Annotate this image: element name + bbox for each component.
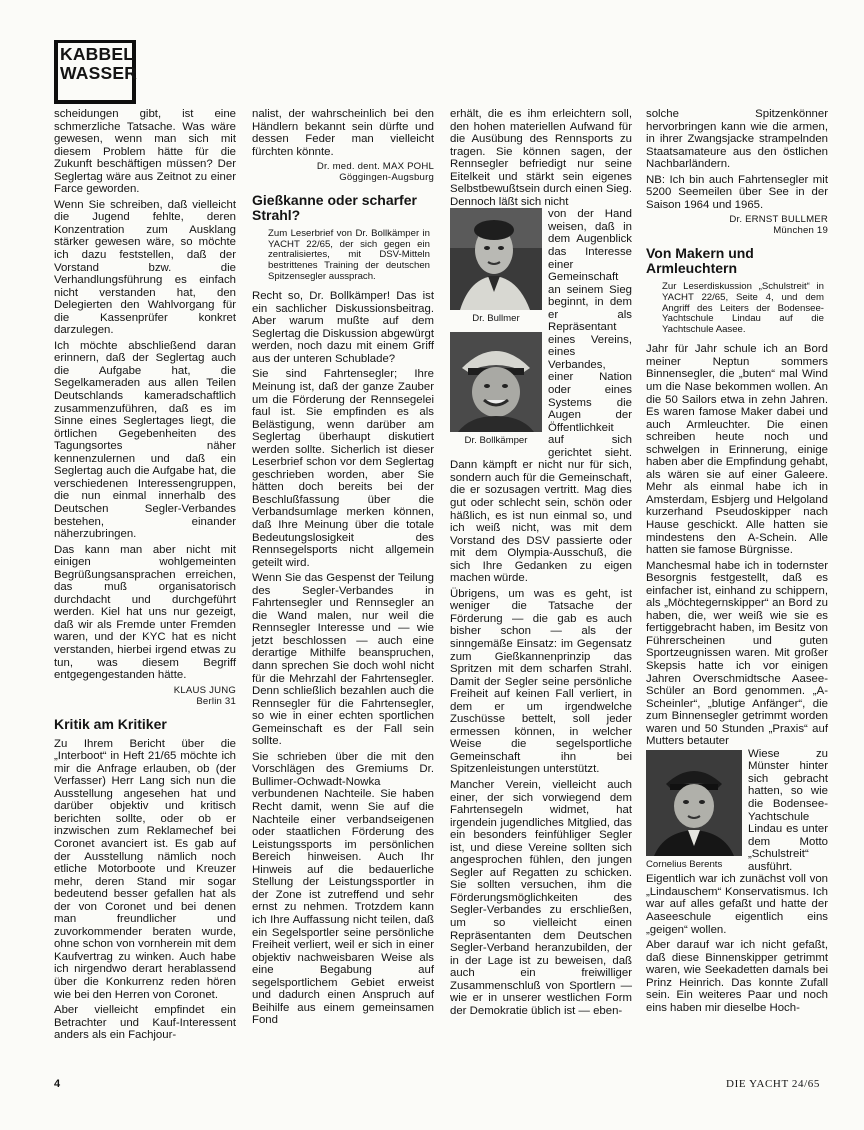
photo-group-berents <box>646 750 742 870</box>
heading-von-makern: Von Makern und Armleuchtern <box>646 245 754 277</box>
signature-place: München 19 <box>773 225 828 237</box>
signature-jung <box>54 685 236 707</box>
paragraph: Aber darauf war ich nicht gefaßt, daß diese Binnenskipper getrimmt waren, wie Seekadetten damals bei Prinz Heinrich. Das konnte Zufall sein. Ein weiteres Paar und noch eins haben mir dieselbe Hoch- <box>646 939 828 1014</box>
paragraph: Sie schrieben über die mit den Vorschlägen des Gremiums Dr. Bullimer-Ochwadt-Nowka verbundenen Nachteile. Sie haben Recht damit, wenn Sie auf die Nachteile einer verbandseigenen oder staatlichen Förderung des Leistungssports im persönlichen Bereich hinweisen. Auch Ihr Hinweis auf die bedauerliche Stellung der Leistungssportler in der Zone ist zutreffend und sehr ernst zu nehmen. Trotzdem kann ich Ihre Auffassung nicht teilen, daß ein Segelsportler seine persönliche Freiheit verliert, weil er sich in einer objektiv nachweisbaren Weise als eine Begabung auf segelsportlichem Gebiet erweist und dadurch einen Anspruch auf Beihilfe aus einem gemeinsamen Fond <box>252 750 434 1027</box>
paragraph: von der Hand weisen, daß in dem Augenblick das Interesse einer Gemeinschaft an seinem Sieg beginnt, in dem er als Repräsentant eines Vereins, eines Verbandes, einer Nation oder eines Systems die Augen der Öffentlichkeit auf sich gerichtet sieht. Dann kämpft er nicht nur für sich, sondern auch für die Gemeinschaft, die er sozusagen vertritt. Mag dies gut oder schlecht sein, schön oder häßlich, es ist nun einmal so, und ich weiß nicht, was mit dem Vorstand des DSV passierte oder mit dem Olympia-Ausschuß, die sich Ihre Gedanken zu eigen machen würde. <box>450 208 632 585</box>
caption-berents: Cornelius Berents <box>646 858 723 870</box>
paragraph: Jahr für Jahr schule ich an Bord meiner Neptun sommers Binnensegler, die „buten“ mal Wind um die Nase bekommen wollen. An die 50 Sailors etwa in zehn Jahren. Es waren famose Maker dabei und auch Armleuchter. Die einen schreiben heute noch und schwelgen in Erinnerung, einige haben aber die Empfindung gehabt, als wären sie auf einer Galeere. Mehr als einmal habe ich in Amsterdam, Esbjerg und Helgoland kurzerhand Pseudoskipper nach Hause geschickt. Alle hatten sie mindestens den A-Schein. Alle hatten sie famose Bürgnisse. <box>646 343 828 557</box>
signature-pohl <box>252 161 434 183</box>
paragraph: Sie sind Fahrtensegler; Ihre Meinung ist, daß der ganze Zauber um die Förderung der Rennsegelei faul ist. Sie empfinden es als Belästigung, wenn darüber am Seglertag überhaupt diskutiert werden sollte. Sicherlich ist dieser Leserbrief schon vor dem Seglertag geschrieben worden, aber Sie hätten doch bereits bei der Beschlußfassung über die Verbandsumlage merken können, daß Ihre Meinung über die totale Bedeutungslosigkeit des Rennsegelsports nicht allgemein geteilt wird. <box>252 368 434 569</box>
column-4 <box>646 108 828 1017</box>
signature-name: KLAUS JUNG <box>173 684 236 696</box>
caption-bullmer: Dr. Bullmer <box>472 313 520 325</box>
signature-bullmer <box>646 214 828 236</box>
column-1 <box>54 108 236 1045</box>
paragraph: Recht so, Dr. Bollkämper! Das ist ein sachlicher Diskussionsbeitrag. Aber warum mußte auf dem Seglertag die Diskussion abgewürgt werden, noch dazu mit einem Griff aus der unteren Schublade? <box>252 290 434 365</box>
page-number: 4 <box>54 1078 61 1090</box>
paragraph: scheidungen gibt, ist eine schmerzliche Tatsache. Was wäre gewesen, wenn man sich mit diesem Problem hätte für die Zukunft beschäftigen müssen? Der Seglertag wäre aus Zeitnot zu einer Farce geworden. <box>54 108 236 196</box>
paragraph: solche Spitzenkönner hervorbringen kann wie die armen, in ihrer Zwangsjacke strampelnden Staatsamateure aus den östlichen Nachbarländern. <box>646 108 828 171</box>
heading-kritik-am-kritiker: Kritik am Kritiker <box>54 715 167 732</box>
logo-line-1: KABBEL <box>60 44 135 64</box>
paragraph: Mancher Verein, vielleicht auch einer, der sich vorwiegend dem Fahrtensegeln widmet, hat irgendein jugendliches Mitglied, das ein besonders feinfühliger Segler ist, und diese Vereine sollten sich angesprochen fühlen, den jungen Segler auf Regatten zu schicken. Sie sollten versuchen, ihm die Förderungsmöglichkeiten des Segler-Verbandes zu erschließen, um so vielleicht einen Repräsentanten dem Deutschen Segler-Verband heranzubilden, der in der Lage ist zu beweisen, daß auch ein freiwilliger Zusammenschluß von Sportlern — wie er in unserer westlichen Form der Demokratie üblich ist — eben- <box>450 778 632 1017</box>
letter-intro: Zum Leserbrief von Dr. Bollkämper in YACHT 22/65, der sich gegen ein zentralisiertes, mit DSV-Mitteln bestrittenes Training der deutschen Spitzensegler aussprach. <box>268 228 430 282</box>
photo-bullmer <box>450 208 542 310</box>
logo-line-2: WASSER <box>60 63 138 83</box>
signature-name: Dr. med. dent. MAX POHL <box>316 161 434 173</box>
photo-berents <box>646 750 742 856</box>
signature-place: Berlin 31 <box>196 695 236 707</box>
paragraph: Übrigens, um was es geht, ist weniger die Tatsache der Förderung — die gab es auch bisher schon — als der sinngemäße Einsatz: im Gegensatz zum Gießkannenprinzip das Spritzen mit dem scharfen Strahl. Damit der Segler seine persönliche Freiheit auf keinen Fall verliert, in dem er um irgendwelche Zuschüsse bettelt, soll jeder ermessen können, in welcher Weise die segelsportliche Gemeinschaft ihn bei Spitzenleistungen unterstützt. <box>450 587 632 776</box>
paragraph: Wenn Sie schreiben, daß vielleicht die Jugend fehlte, deren Konzentration zum Ausklang stärker gewesen wäre, so möchte ich dazu feststellen, daß der Vorstand bzw. die Verhandlungsführung es einfach nicht verstanden hat, den Delegierten den Wahlvorgang für die Kassenprüfer konkret darzulegen. <box>54 198 236 337</box>
magazine-issue: DIE YACHT 24/65 <box>726 1078 820 1090</box>
paragraph: Ich möchte abschließend daran erinnern, daß der Seglertag auch die Aufgabe hat, die Segelkameraden aus allen Teilen Deutschlands kameradschaftlich zusammenzuführen, daß es im Sinne eines Seglertages liegt, die örtlichen Gegebenheiten des Tagungsortes näher kennenzulernen und daß ein Seglertag auch die Aufgabe hat, die verschiedenen Interessengruppen, die nun einmal innerhalb des Deutschen Segler-Verbandes bestehen, einander näherzubringen. <box>54 339 236 541</box>
paragraph: Das kann man aber nicht mit einigen wohlgemeinten Begrüßungsansprachen erreichen, das muß organisatorisch durchdacht und durchgeführt werden. Kiel hat uns nur gezeigt, daß wir als Fremde unter Fremden waren, und der KYC hat es nicht verstanden, hierbei irgend etwas zu tun, was diesem Begriff entgegengestanden hätte. <box>54 543 236 682</box>
kabbelwasser-logo <box>54 40 136 104</box>
photo-bollkaemper <box>450 332 542 432</box>
heading-giesskanne: Gießkanne oder scharfer Strahl? <box>252 192 417 224</box>
paragraph: Wiese zu Münster hinter sich gebracht hatten, so wie die Bodensee-Yachtschule Lindau es unter dem Motto „Schulstreit“ ausführt. Eigentlich war ich zunächst voll von „Lindauschem“ Konservatismus. Ich war auf alles gefaßt und hatte der Aaseeschule eigentlich eins „geigen“ wollen. <box>646 747 828 936</box>
signature-name: Dr. ERNST BULLMER <box>729 214 828 226</box>
column-2 <box>252 108 434 1030</box>
paragraph: erhält, die es ihm erleichtern soll, den hohen materiellen Aufwand für die Ausübung des Rennsports zu tragen. Sie können sagen, der Rennsegler befriedigt nur seine Eitelkeit und stärkt sein eigenes Selbstbewußtsein durch einen Sieg. Dennoch läßt sich nicht <box>450 108 632 208</box>
paragraph: Wenn Sie das Gespenst der Teilung des Segler-Verbandes in Fahrtensegler und Rennsegler an die Wand malen, nur weil die Rennsegler Interesse und — wie jetzt beschlossen — auch eine derartige Mithilfe beanspruchen, dann sprechen Sie doch wohl nicht für die Mehrzahl der Fahrtensegler. Denn schließlich bezahlen auch die Rennsegler für die Fahrtensegler, so wie in einer echten sportlichen Gemeinschaft es der Fall sein sollte. <box>252 572 434 748</box>
paragraph: nalist, der wahrscheinlich bei den Händlern bekannt sein dürfte und dessen Feder man vielleicht fürchten könnte. <box>252 108 434 158</box>
paragraph: Manchesmal habe ich in todernster Besorgnis festgestellt, daß es einfacher ist, einhand zu schippern, als „Möchtegernskipper“ an Bord zu haben, die, wer weiß wie sie es fertiggebracht haben, im Besitz von Führerscheinen und guten Sportzeugnissen waren. Mit großer Skepsis hatte ich vor einigen Jahren Overschmidtsche Aasee-Schüler an Bord genommen. „A-Scheinler“, „blutige Anfänger“, die zum Binnensegler getrimmt worden waren und 50 Stunden „Praxis“ auf Mutters betauter <box>646 559 828 748</box>
paragraph: NB: Ich bin auch Fahrtensegler mit 5200 Seemeilen über See in der Saison 1964 und 1965. <box>646 173 828 211</box>
letter-intro: Zur Leserdiskussion „Schulstreit“ in YACHT 22/65, Seite 4, und dem Angriff des Leiters der Bodensee-Yachtschule Lindau auf die Yachtschule Aasee. <box>662 281 824 335</box>
signature-place: Göggingen-Augsburg <box>339 172 434 184</box>
paragraph: Aber vielleicht empfindet ein Betrachter und Kauf-Interessent anders als ein Fachjour- <box>54 1004 236 1042</box>
column-3 <box>450 108 632 1020</box>
paragraph: Zu Ihrem Bericht über die „Interboot“ in Heft 21/65 möchte ich mir die Anfrage erlauben, ob (der Verfasser) Herr Lang sich nun die Ausstellung angesehen hat und darüber objektiv und kritisch berichten sollte, oder ob er inzwischen zum Reklamechef bei Coronet avanciert ist. Es gab auf der Ausstellung nämlich noch etliche Motorboote und Kreuzer mehr, deren Stand mir sogar bedeutend besser gefallen hat als der von Coronet und bei denen man freundlicher und zuvorkommender beraten wurde, ohne schon von vornherein mit dem Kaufvertrag zu winken. Auch habe ich nirgendwo derart herablassend über die Konkurrenz reden hören wie bei den Herren von Coronet. <box>54 737 236 1001</box>
photo-group <box>450 208 542 446</box>
caption-bollkaemper: Dr. Bollkämper <box>464 435 528 447</box>
